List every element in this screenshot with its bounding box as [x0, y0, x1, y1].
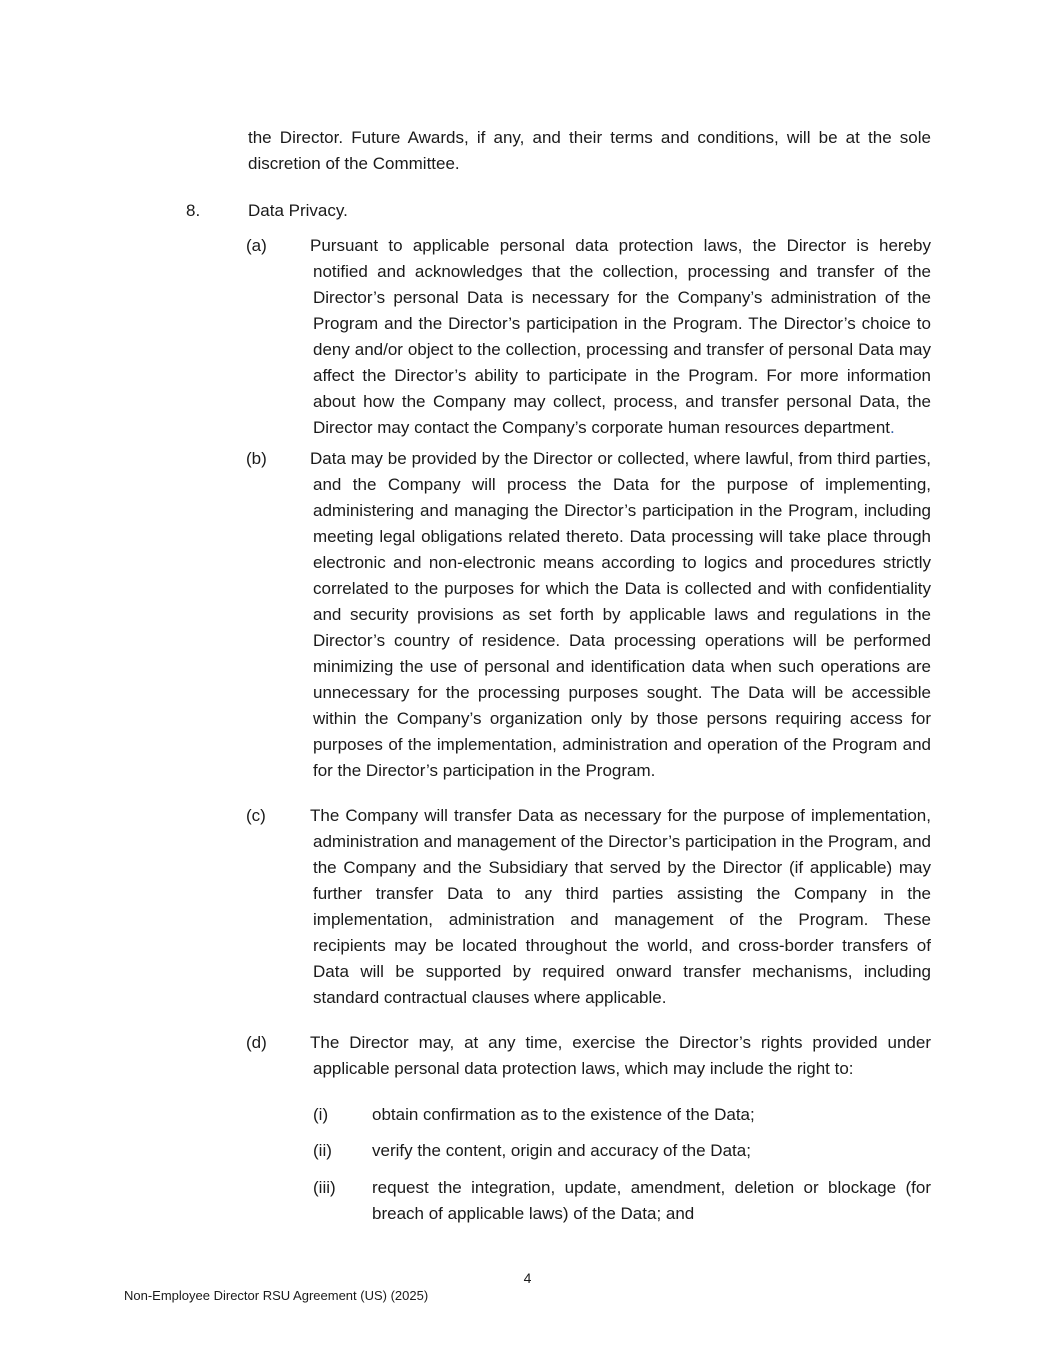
section-title: Data Privacy. [248, 201, 348, 220]
item-b-label: (b) [246, 449, 267, 468]
item-a-trailing-period: . [890, 418, 895, 437]
document-footer: Non-Employee Director RSU Agreement (US) (2025) [124, 1288, 429, 1303]
subitem-i-text: obtain confirmation as to the existence of the Data; [372, 1105, 755, 1124]
page-number: 4 [523, 1270, 532, 1286]
item-c-text: The Company will transfer Data as necessary for the purpose of implementation, administration and management of the Director’s participation in the Program, and the Company and the Subsidiary that served by the Director (if applicable) may further transfer Data to any third parties assisting the Company in the implementation, administration and management of the Program. These recipients may be located throughout the world, and cross-border transfers of Data will be supported by required onward transfer mechanisms, including standard contractual clauses where applicable. [310, 806, 931, 1007]
subitem-i-label: (i) [313, 1105, 329, 1124]
item-c-label: (c) [246, 806, 266, 825]
subitem-iii-label: (iii) [313, 1178, 336, 1197]
item-b-text: Data may be provided by the Director or collected, where lawful, from third parties, and the Company will process the Data for the purpose of implementing, administering and managing the Director’s participation in the Program, including meeting legal obligations related thereto. Data processing will take place through electronic and non-electronic means according to logics and procedures strictly correlated to the purposes for which the Data is collected and with confidentiality and security provisions as set forth by applicable laws and regulations in the Director’s country of residence. Data processing operations will be performed minimizing the use of personal and identification data when such operations are unnecessary for the processing purposes sought. The Data will be accessible within the Company’s organization only by those persons requiring access for purposes of the implementation, administration and operation of the Program and for the Director’s participation in the Program. [310, 449, 931, 780]
item-d-label: (d) [246, 1033, 267, 1052]
item-a-text [310, 233, 931, 441]
continuation-paragraph: the Director. Future Awards, if any, and their terms and conditions, will be at the sole discretion of the Committee. [248, 128, 931, 173]
subitem-ii-label: (ii) [313, 1141, 332, 1160]
item-a-body: Pursuant to applicable personal data protection laws, the Director is hereby notified and acknowledges that the collection, processing and transfer of the Director’s personal Data is necessary for the Company’s administration of the Program and the Director’s participation in the Program. The Director’s choice to deny and/or object to the collection, processing and transfer of personal Data may affect the Director’s ability to participate in the Program. For more information about how the Company may collect, process, and transfer personal Data, the Director may contact the Company’s corporate human resources department [310, 236, 931, 437]
section-number: 8. [186, 201, 201, 220]
subitem-iii-text: request the integration, update, amendment, deletion or blockage (for breach of applicable laws) of the Data; and [372, 1178, 931, 1223]
item-d-text: The Director may, at any time, exercise the Director’s rights provided under applicable personal data protection laws, which may include the right to: [310, 1033, 931, 1078]
subitem-ii-text: verify the content, origin and accuracy of the Data; [372, 1141, 751, 1160]
item-a-label: (a) [246, 236, 267, 255]
